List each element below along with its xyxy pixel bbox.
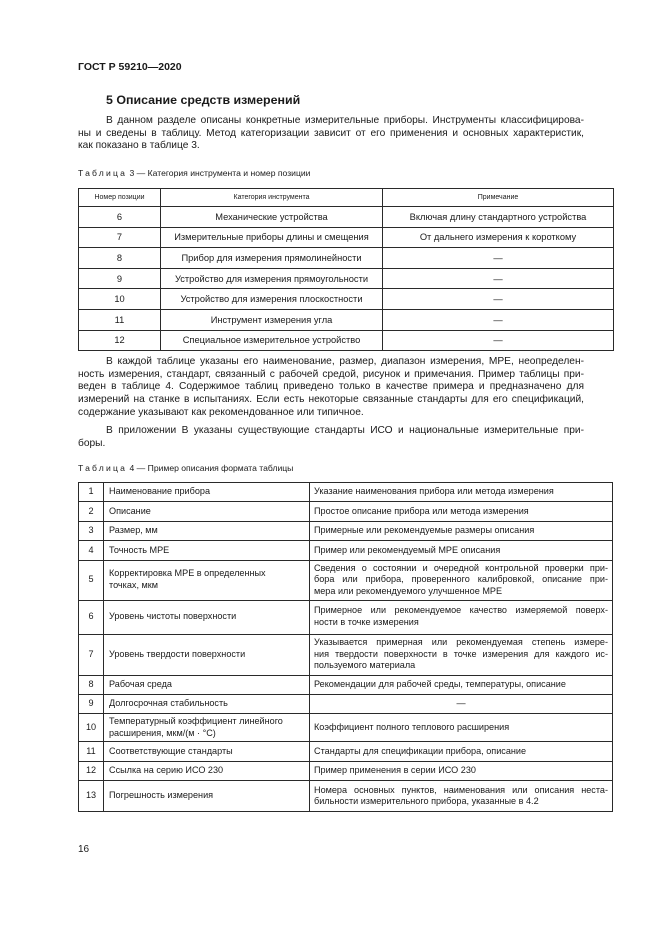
text-line: боры. [78, 437, 106, 449]
table3-caption [78, 168, 310, 178]
table-row [79, 742, 613, 761]
cell-line: бора или прибора, проверенного калибровкой, описание при- [314, 574, 608, 585]
cell-line: точках, мкм [109, 580, 158, 591]
standard-designation: ГОСТ Р 59210—2020 [78, 61, 182, 73]
table-row [79, 502, 613, 521]
cell-line: Долгосрочная стабильность [109, 698, 228, 709]
parameter-description-cell [310, 694, 613, 713]
category-cell: Механические устройства [161, 207, 383, 228]
caption-text: 4 — Пример описания формата таблицы [129, 463, 294, 473]
table-row [79, 600, 613, 634]
parameter-description-cell [310, 600, 613, 634]
row-number-cell: 2 [79, 502, 104, 521]
cell-line: Уровень твердости поверхности [109, 648, 246, 659]
cell-line: Пример применения в серии ИСО 230 [314, 765, 476, 776]
table-row [79, 330, 614, 351]
table-row [79, 761, 613, 780]
cell-line: Сведения о состоянии и очередной контрольной проверки при- [314, 562, 608, 573]
text-line: измерений на станке в испытаниях. Если есть некоторые связанные стандарты для его спецификаций, [78, 394, 584, 406]
text-line: содержание указывают как рекомендованное или типичное. [78, 406, 364, 418]
cell-line: Соответствующие стандарты [109, 745, 233, 756]
parameter-name-cell [104, 483, 310, 502]
position-number-cell: 6 [79, 207, 161, 228]
note-cell: — [383, 289, 614, 310]
parameter-description-cell [310, 560, 613, 600]
position-number-cell: 7 [79, 227, 161, 248]
position-number-cell: 9 [79, 268, 161, 289]
cell-line: Простое описание прибора или метода измерения [314, 505, 529, 516]
cell-line: Примерные или рекомендуемые размеры описания [314, 525, 535, 536]
table-row [79, 541, 613, 560]
table-row [79, 521, 613, 540]
text-line: В приложении В указаны существующие стандарты ИСО и национальные измерительные при- [106, 425, 584, 436]
row-number-cell: 10 [79, 714, 104, 742]
text-line: веден в таблице 4. Содержимое таблиц приведено только в качестве примера и предназначено для [78, 381, 584, 393]
row-number-cell: 3 [79, 521, 104, 540]
row-number-cell: 11 [79, 742, 104, 761]
cell-line: бильности измерительного прибора, указанные в 4.2 [314, 796, 539, 807]
table-row [79, 268, 614, 289]
cell-line: ния твердости поверхности в точке измерения для каждого ис- [314, 648, 608, 659]
category-cell: Прибор для измерения прямолинейности [161, 248, 383, 269]
cell-line: Размер, мм [109, 525, 158, 536]
row-number-cell: 1 [79, 483, 104, 502]
row-number-cell: 6 [79, 600, 104, 634]
cell-line: ности в точке измерения [314, 617, 419, 628]
table-row [79, 560, 613, 600]
parameter-description-cell [310, 634, 613, 675]
cell-line: Рекомендации для рабочей среды, температуры, описание [314, 678, 566, 689]
cell-line: мера или рекомендуемого улучшенное MPE [314, 585, 503, 596]
text-line: ность измерения, стандарт, связанный с рабочей средой, рисунок и примечания. Пример таблицы при- [78, 368, 584, 380]
parameter-description-cell [310, 742, 613, 761]
section-title: 5 Описание средств измерений [106, 93, 301, 107]
position-number-cell: 12 [79, 330, 161, 351]
table-row [79, 781, 613, 812]
cell-line: Указывается примерная или рекомендуемая степень измере- [314, 637, 608, 648]
cell-line: — [456, 698, 466, 709]
parameter-name-cell [104, 541, 310, 560]
parameter-description-cell [310, 675, 613, 694]
parameter-name-cell [104, 502, 310, 521]
intro-paragraph [78, 115, 584, 153]
text-line: ны и сведены в таблицу. Метод категоризации зависит от его применения и основных характеристик, [78, 127, 584, 139]
caption-text: 3 — Категория инструмента и номер позиции [129, 168, 311, 178]
position-number-cell: 8 [79, 248, 161, 269]
cell-line: Погрешность измерения [109, 790, 214, 801]
note-cell: — [383, 268, 614, 289]
parameter-name-cell [104, 781, 310, 812]
text-line: как показано в таблице 3. [78, 140, 200, 152]
table-row [79, 694, 613, 713]
cell-line: Номера основных пунктов, наименования или описания неста- [314, 784, 608, 795]
paragraph-2 [78, 356, 584, 420]
cell-line: Точность MPE [109, 544, 170, 555]
cell-line: Пример или рекомендуемый MPE описания [314, 544, 501, 555]
parameter-name-cell [104, 761, 310, 780]
table-row [79, 227, 614, 248]
parameter-description-cell [310, 714, 613, 742]
cell-line: Наименование прибора [109, 486, 211, 497]
row-number-cell: 9 [79, 694, 104, 713]
paragraph-3 [78, 425, 584, 450]
page-number: 16 [78, 844, 90, 855]
column-header: Категория инструмента [161, 189, 383, 207]
parameter-description-cell [310, 781, 613, 812]
cell-line: Уровень чистоты поверхности [109, 611, 237, 622]
cell-line: Указание наименования прибора или метода измерения [314, 486, 554, 497]
parameter-description-cell [310, 761, 613, 780]
parameter-name-cell [104, 714, 310, 742]
table4-caption [78, 463, 293, 473]
row-number-cell: 5 [79, 560, 104, 600]
table-row [79, 714, 613, 742]
category-cell: Специальное измерительное устройство [161, 330, 383, 351]
note-cell: — [383, 330, 614, 351]
parameter-name-cell [104, 634, 310, 675]
parameter-description-cell [310, 541, 613, 560]
cell-line: Корректировка MPE в определенных [109, 568, 266, 579]
table-header-row [79, 189, 614, 207]
table-3 [78, 188, 614, 351]
row-number-cell: 13 [79, 781, 104, 812]
row-number-cell: 8 [79, 675, 104, 694]
parameter-description-cell [310, 521, 613, 540]
caption-word: Таблица [78, 463, 128, 473]
row-number-cell: 4 [79, 541, 104, 560]
parameter-name-cell [104, 694, 310, 713]
cell-line: пользуемого материала [314, 660, 416, 671]
column-header: Примечание [383, 189, 614, 207]
parameter-name-cell [104, 742, 310, 761]
cell-line: Рабочая среда [109, 678, 172, 689]
cell-line: Коэффициент полного теплового расширения [314, 722, 510, 733]
table-row [79, 309, 614, 330]
cell-line: расширения, мкм/(м · °С) [109, 727, 216, 738]
column-header: Номер позиции [79, 189, 161, 207]
table-row [79, 289, 614, 310]
cell-line: Ссылка на серию ИСО 230 [109, 765, 224, 776]
note-cell: От дальнего измерения к короткому [383, 227, 614, 248]
table-row [79, 483, 613, 502]
table-row [79, 207, 614, 228]
note-cell: — [383, 248, 614, 269]
table-row [79, 675, 613, 694]
text-line: В каждой таблице указаны его наименование, размер, диапазон измерения, MPE, неопределен- [106, 356, 584, 367]
position-number-cell: 10 [79, 289, 161, 310]
parameter-name-cell [104, 600, 310, 634]
parameter-name-cell [104, 675, 310, 694]
cell-line: Примерное или рекомендуемое качество измеряемой поверх- [314, 605, 608, 616]
position-number-cell: 11 [79, 309, 161, 330]
category-cell: Устройство для измерения плоскостности [161, 289, 383, 310]
category-cell: Устройство для измерения прямоугольности [161, 268, 383, 289]
cell-line: Температурный коэффициент линейного [109, 716, 283, 727]
table-row [79, 634, 613, 675]
row-number-cell: 12 [79, 761, 104, 780]
cell-line: Стандарты для спецификации прибора, описание [314, 745, 527, 756]
parameter-name-cell [104, 560, 310, 600]
parameter-description-cell [310, 502, 613, 521]
parameter-description-cell [310, 483, 613, 502]
category-cell: Измерительные приборы длины и смещения [161, 227, 383, 248]
caption-word: Таблица [78, 168, 128, 178]
parameter-name-cell [104, 521, 310, 540]
row-number-cell: 7 [79, 634, 104, 675]
table-4 [78, 482, 613, 812]
note-cell: Включая длину стандартного устройства [383, 207, 614, 228]
note-cell: — [383, 309, 614, 330]
cell-line: Описание [109, 505, 151, 516]
category-cell: Инструмент измерения угла [161, 309, 383, 330]
text-line: В данном разделе описаны конкретные измерительные приборы. Инструменты классифицирова- [106, 115, 584, 126]
table-row [79, 248, 614, 269]
